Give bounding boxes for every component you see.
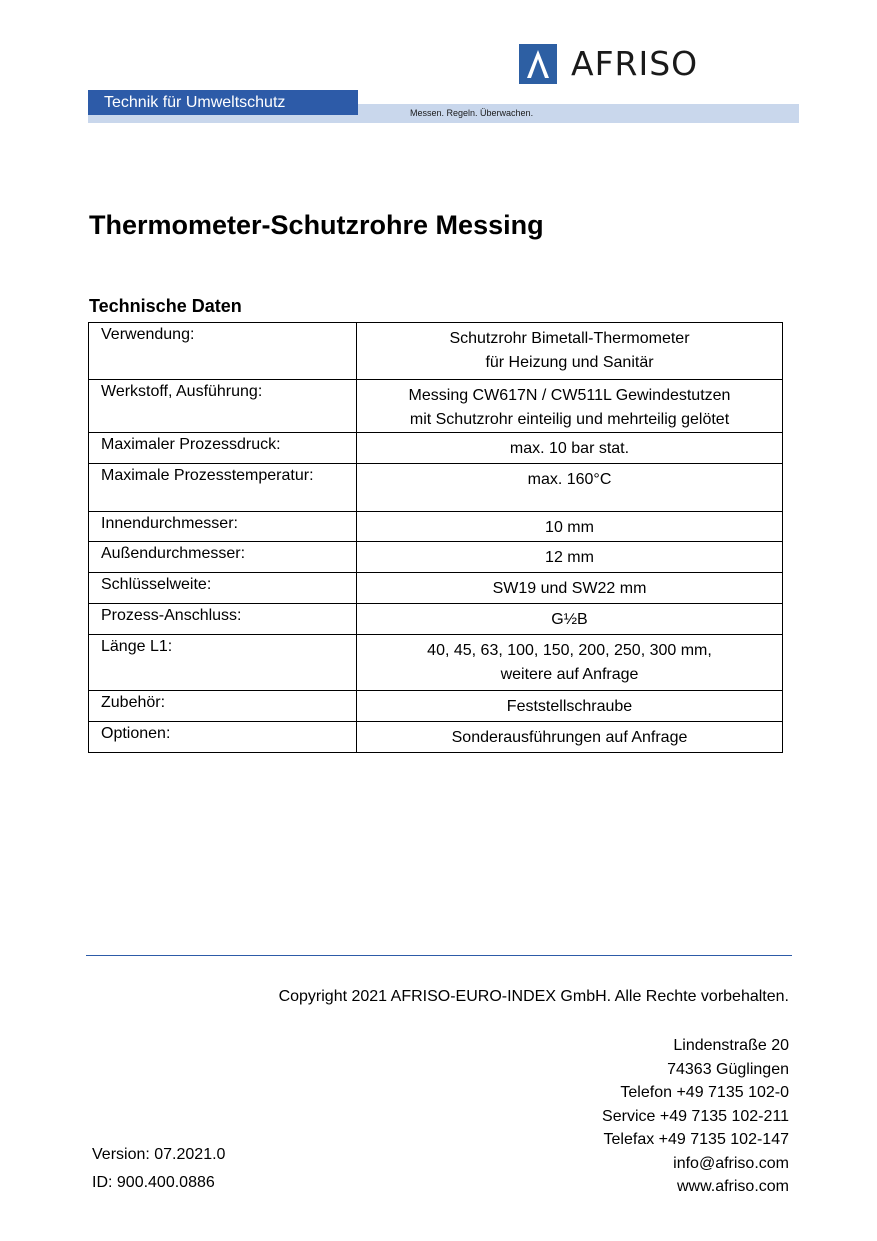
spec-label: Maximale Prozesstemperatur: xyxy=(89,464,357,512)
spec-value xyxy=(357,464,783,512)
spec-value xyxy=(357,542,783,573)
spec-label: Optionen: xyxy=(89,722,357,753)
spec-value-line: 12 mm xyxy=(545,549,594,566)
spec-value xyxy=(357,604,783,635)
address-street: Lindenstraße 20 xyxy=(673,1037,789,1054)
spec-value-line: Messing CW617N / CW511L Gewindestutzen xyxy=(408,387,731,404)
spec-table xyxy=(88,322,783,753)
spec-label: Länge L1: xyxy=(89,635,357,691)
table-row xyxy=(89,380,783,433)
footer-divider xyxy=(86,955,792,956)
spec-value xyxy=(357,635,783,691)
spec-value-line: mit Schutzrohr einteilig und mehrteilig gelötet xyxy=(409,411,730,428)
spec-value xyxy=(357,512,783,542)
copyright: Copyright 2021 AFRISO-EURO-INDEX GmbH. Alle Rechte vorbehalten. xyxy=(278,988,789,1005)
afriso-logo-icon xyxy=(519,44,557,84)
spec-label: Zubehör: xyxy=(89,691,357,722)
spec-value-line: SW19 und SW22 mm xyxy=(492,580,647,597)
spec-value-line: 40, 45, 63, 100, 150, 200, 250, 300 mm, xyxy=(427,642,712,659)
address-service: Service +49 7135 102-211 xyxy=(602,1107,789,1125)
spec-label: Werkstoff, Ausführung: xyxy=(89,380,357,433)
address-email: info@afriso.com xyxy=(673,1154,789,1172)
table-row xyxy=(89,464,783,512)
spec-value-line: für Heizung und Sanitär xyxy=(485,354,654,371)
address-phone: Telefon +49 7135 102-0 xyxy=(620,1084,789,1101)
spec-value-line: G½B xyxy=(551,611,588,628)
table-row xyxy=(89,722,783,753)
spec-label: Außendurchmesser: xyxy=(89,542,357,573)
address-fax: Telefax +49 7135 102-147 xyxy=(603,1131,789,1148)
table-row xyxy=(89,323,783,380)
brand-name: AFRISO xyxy=(571,44,699,83)
address-city: 74363 Güglingen xyxy=(667,1060,789,1078)
spec-value xyxy=(357,323,783,380)
slogan: Messen. Regeln. Überwachen. xyxy=(410,108,534,118)
spec-label: Innendurchmesser: xyxy=(89,512,357,542)
table-row xyxy=(89,573,783,604)
spec-value xyxy=(357,380,783,433)
table-row xyxy=(89,691,783,722)
section-title: Technische Daten xyxy=(89,296,242,316)
spec-label: Schlüsselweite: xyxy=(89,573,357,604)
spec-value xyxy=(357,691,783,722)
table-row xyxy=(89,635,783,691)
table-row xyxy=(89,512,783,542)
brand-logo xyxy=(519,44,698,84)
spec-table-body xyxy=(89,323,783,753)
spec-label: Maximaler Prozessdruck: xyxy=(89,433,357,464)
version: Version: 07.2021.0 xyxy=(92,1146,226,1163)
spec-value xyxy=(357,433,783,464)
table-row xyxy=(89,542,783,573)
table-row xyxy=(89,604,783,635)
document-id: ID: 900.400.0886 xyxy=(92,1174,215,1191)
page-title: Thermometer-Schutzrohre Messing xyxy=(89,210,544,240)
spec-label: Prozess-Anschluss: xyxy=(89,604,357,635)
spec-value-line: weitere auf Anfrage xyxy=(500,666,639,683)
spec-value-line: Sonderausführungen auf Anfrage xyxy=(451,729,688,746)
spec-value-line: 10 mm xyxy=(545,519,594,536)
spec-label: Verwendung: xyxy=(89,323,357,380)
version-info xyxy=(92,1141,225,1197)
table-row xyxy=(89,433,783,464)
tagline: Technik für Umweltschutz xyxy=(88,90,358,115)
spec-value-line: max. 160°C xyxy=(527,471,612,488)
spec-value-line: max. 10 bar stat. xyxy=(509,440,630,457)
spec-value xyxy=(357,573,783,604)
spec-value-line: Feststellschraube xyxy=(506,698,633,715)
address-web: www.afriso.com xyxy=(676,1178,789,1195)
spec-value xyxy=(357,722,783,753)
spec-value-line: Schutzrohr Bimetall-Thermometer xyxy=(449,330,690,347)
